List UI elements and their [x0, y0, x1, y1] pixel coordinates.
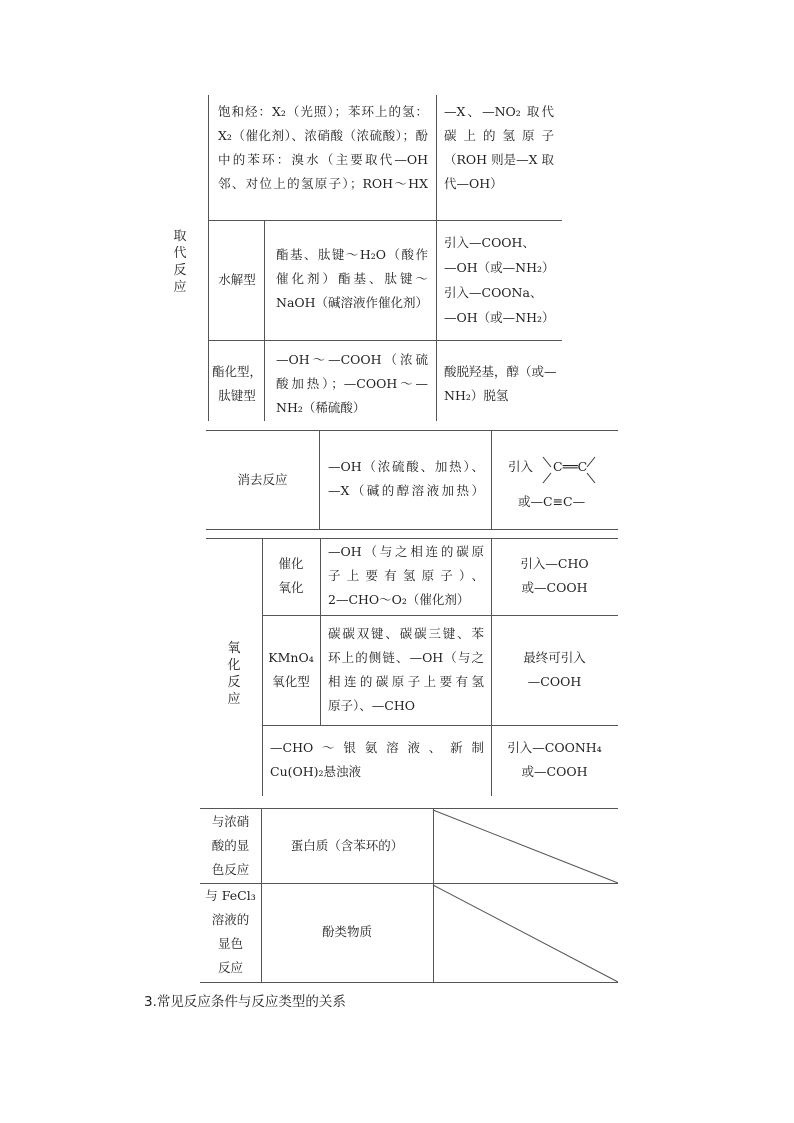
text-line: 与 FeCl₃ — [205, 888, 256, 903]
text-line: 碳碳双键、碳碳三键、苯 — [328, 626, 484, 641]
label-char: 化 — [227, 658, 241, 673]
text-line: 催化剂）酯基、肽键～ — [276, 271, 428, 286]
text-line: 饱和烃：X₂（光照）；苯环上的氢： — [218, 104, 428, 119]
text-line: NH₂（稀硫酸） — [276, 400, 366, 415]
text-line: 或—COOH — [521, 764, 588, 779]
text-line: （ROH 则是—X 取 — [444, 152, 554, 167]
color-row2-reagent: 酚类物质 — [321, 924, 372, 939]
text-line: 酯化型， — [211, 364, 262, 379]
text-line: —X、—NO₂ 取代 — [444, 104, 554, 119]
text-line: 或—COOH — [521, 580, 588, 595]
text-line: 代—OH） — [444, 176, 503, 191]
text-line: 子上要有氢原子）、 — [328, 568, 484, 583]
oxidation-row2-product — [491, 646, 618, 694]
text-line: 酸脱羟基，醇（或— — [444, 364, 557, 379]
bond-line — [587, 457, 595, 467]
text-line: 相连的碳原子上要有氢 — [328, 674, 484, 689]
substitution-row2-type: 水解型 — [218, 272, 256, 287]
oxidation-row1-type — [262, 552, 320, 600]
label-char: 反 — [227, 675, 241, 690]
text-line: —CHO～银氨溶液、新制 — [270, 740, 484, 755]
text-line: —X（碱的醇溶液加热） — [328, 483, 484, 498]
color-row1-label — [200, 810, 261, 882]
text-line: NH₂）脱氢 — [444, 388, 509, 403]
oxidation-label — [226, 640, 242, 708]
text-line: —OH（与之相连的碳原 — [328, 544, 484, 559]
text-line: X₂（催化剂）、浓硝酸（浓硫酸）；酚 — [218, 128, 428, 143]
text-line: 引入—CHO — [520, 556, 589, 571]
text-line: —OH（浓硫酸、加热）、 — [328, 459, 484, 474]
text-line: 原子）、—CHO — [328, 698, 415, 713]
label-char: 取 — [173, 229, 187, 244]
text-line: 最终可引入 — [523, 650, 586, 665]
text-line: 显色 — [217, 936, 243, 951]
text-line: 酸的显 — [211, 838, 250, 853]
text-line: —OH～—COOH（浓硫 — [276, 352, 428, 367]
text-line: 肽键型 — [218, 388, 256, 403]
bond-line — [543, 457, 551, 467]
text-line: 酯基、肽键～H₂O（酸作 — [276, 247, 428, 262]
text-line: 氧化型 — [272, 674, 310, 689]
text-line: 反应 — [217, 960, 243, 975]
text-line: —OH（或—NH₂） — [444, 310, 555, 325]
oxidation-row2-reagents — [328, 622, 484, 718]
product-prefix: 引入 — [508, 459, 534, 474]
text-line: 催化 — [278, 556, 304, 571]
text-line: 色反应 — [211, 862, 250, 877]
text-line: 邻、对位上的氢原子）；ROH～HX — [218, 176, 428, 191]
text-line: Cu(OH)₂悬浊液 — [270, 764, 362, 779]
label-char: 反 — [173, 263, 187, 278]
text-line: 引入—COONa、 — [444, 285, 543, 300]
color-row2-label — [200, 884, 261, 980]
text-line: 碳上的氢原子 — [444, 128, 554, 143]
bond-line — [587, 473, 595, 483]
oxidation-row1-reagents — [328, 540, 484, 612]
color-row1-reagent: 蛋白质（含苯环的） — [290, 838, 404, 853]
text-line: 酸加热）；—COOH～— — [276, 376, 428, 391]
section-caption: 3.常见反应条件与反应类型的关系 — [144, 994, 346, 1010]
label-char: 应 — [227, 692, 241, 707]
text-line: 与浓硝 — [211, 814, 250, 829]
text-line: —OH（或—NH₂） — [444, 260, 555, 275]
text-line: 引入—COOH、 — [444, 235, 535, 250]
oxidation-row2-type — [262, 646, 320, 694]
text-line: 中的苯环：溴水（主要取代—OH — [218, 152, 428, 167]
oxidation-row1-product — [491, 552, 618, 600]
elimination-label: 消去反应 — [237, 472, 288, 487]
oxidation-row3-reagents — [270, 736, 484, 784]
text-line: 溶液的 — [211, 912, 250, 927]
text-line: 环上的侧链、—OH（与之 — [328, 650, 484, 665]
label-char: 代 — [173, 246, 187, 261]
alkyne-group: 或—C≡C— — [518, 494, 586, 509]
label-char: 应 — [173, 280, 187, 295]
alkene-group: C══C — [553, 459, 588, 474]
text-line: NaOH（碱溶液作催化剂） — [276, 295, 429, 310]
text-line: 引入—COONH₄ — [507, 740, 602, 755]
text-line: 氧化 — [278, 580, 304, 595]
oxidation-row3-product — [491, 736, 618, 784]
text-line: —COOH — [527, 674, 582, 689]
label-char: 氧 — [227, 641, 241, 656]
bond-line — [543, 473, 551, 483]
text-line: 2—CHO～O₂（催化剂） — [328, 592, 470, 607]
text-line: KMnO₄ — [268, 650, 314, 665]
